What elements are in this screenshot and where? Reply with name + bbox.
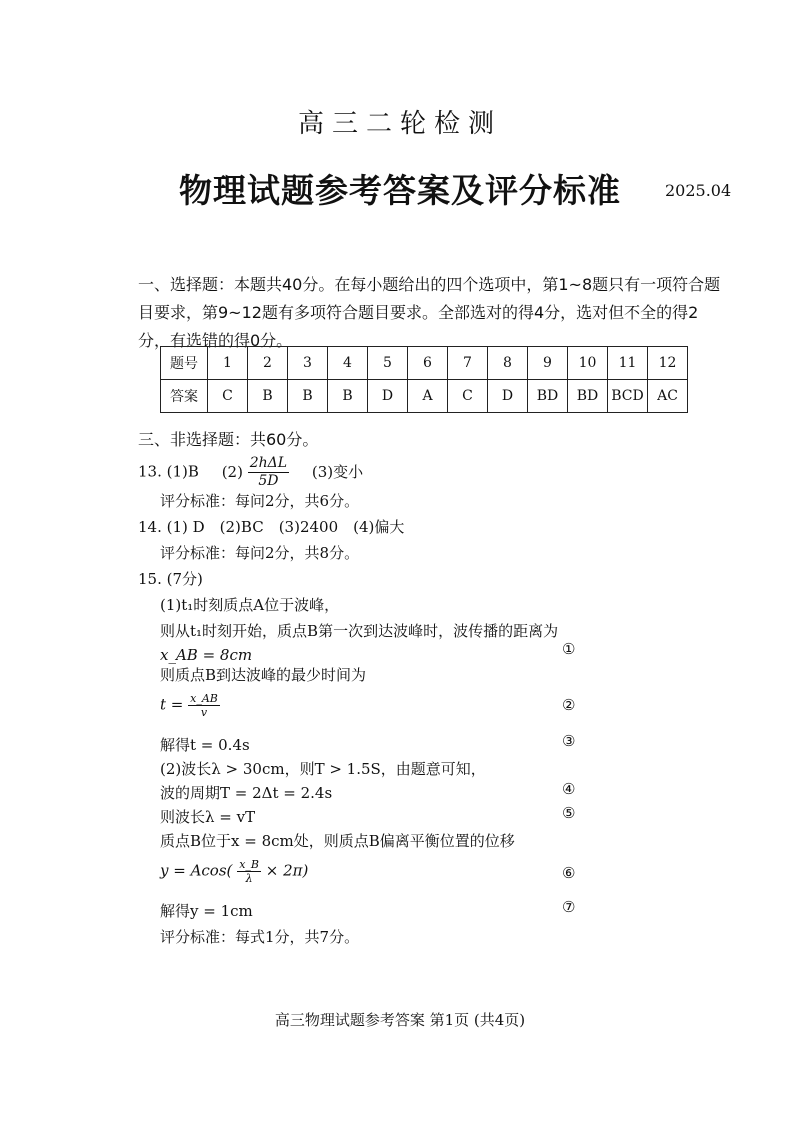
q15-eq2-lhs: t =	[160, 695, 184, 714]
answer-cell: C	[208, 380, 248, 413]
q15-equation	[160, 858, 308, 885]
q15-heading: 15. (7分)	[138, 570, 203, 588]
question-number: 3	[288, 347, 328, 380]
q15-eq2-denominator: v	[200, 706, 208, 719]
q15-eq2-fraction	[188, 692, 220, 719]
page-footer: 高三物理试题参考答案 第1页 (共4页)	[274, 1011, 526, 1029]
answer-cell: BD	[568, 380, 608, 413]
q13-part2-label: (2)	[221, 462, 243, 481]
question-number: 12	[648, 347, 688, 380]
q15-equation: 则波长λ = vT	[160, 808, 256, 826]
question-number: 6	[408, 347, 448, 380]
answer-table-answer-row	[161, 380, 688, 413]
answer-cell: BCD	[608, 380, 648, 413]
q15-equation	[160, 692, 220, 719]
q15-line: 则质点B到达波峰的最少时间为	[160, 666, 367, 684]
question-number: 4	[328, 347, 368, 380]
answer-table-row-label: 答案	[161, 380, 208, 413]
equation-mark: ⑦	[562, 898, 576, 916]
answer-cell: BD	[528, 380, 568, 413]
q13-fraction	[248, 455, 289, 490]
question-number: 1	[208, 347, 248, 380]
equation-mark: ①	[562, 640, 576, 658]
question-number: 2	[248, 347, 288, 380]
q15-equation: 波的周期T = 2Δt = 2.4s	[160, 784, 333, 802]
answer-table-row-label: 题号	[161, 347, 208, 380]
q13-part1: 13. (1)B	[138, 462, 199, 481]
q15-eq6-denominator: λ	[245, 872, 253, 885]
q15-line: (2)波长λ > 30cm，则T > 1.5S，由题意可知，	[160, 760, 486, 778]
q15-eq6-fraction	[237, 858, 261, 885]
q15-eq6-suffix: × 2π)	[265, 861, 309, 880]
answer-cell: B	[328, 380, 368, 413]
answer-table	[160, 346, 688, 413]
q15-equation: 解得y = 1cm	[160, 902, 253, 920]
answer-cell: C	[448, 380, 488, 413]
question-number: 11	[608, 347, 648, 380]
question-number: 9	[528, 347, 568, 380]
question-number: 5	[368, 347, 408, 380]
q15-equation: 解得t = 0.4s	[160, 736, 250, 754]
q14-answers: 14. (1) D (2)BC (3)2400 (4)偏大	[138, 518, 405, 536]
equation-mark: ⑥	[562, 864, 576, 882]
exam-subtitle: 高三二轮检测	[297, 109, 502, 139]
q13-fraction-numerator: 2hΔL	[249, 455, 288, 471]
equation-mark: ④	[562, 780, 576, 798]
answer-cell: B	[248, 380, 288, 413]
q15-eq6-prefix: y = Acos(	[160, 861, 233, 880]
q13-part3: (3)变小	[311, 462, 364, 481]
q13-answers	[138, 455, 363, 490]
page-title: 物理试题参考答案及评分标准	[179, 171, 621, 210]
q15-line: (1)t₁时刻质点A位于波峰，	[160, 596, 340, 614]
exam-date: 2025.04	[665, 181, 732, 200]
q15-eq6-numerator: x_B	[239, 858, 259, 871]
answer-cell: B	[288, 380, 328, 413]
q15-line: 质点B位于x = 8cm处，则质点B偏离平衡位置的位移	[160, 832, 515, 850]
question-number: 7	[448, 347, 488, 380]
question-number: 10	[568, 347, 608, 380]
q15-eq2-numerator: x_AB	[190, 692, 218, 705]
section3-heading: 三、非选择题：共60分。	[138, 430, 319, 449]
q13-fraction-denominator: 5D	[258, 473, 279, 489]
answer-cell: D	[368, 380, 408, 413]
equation-mark: ⑤	[562, 804, 576, 822]
equation-mark: ③	[562, 732, 576, 750]
question-number: 8	[488, 347, 528, 380]
answer-cell: D	[488, 380, 528, 413]
answer-table-number-row	[161, 347, 688, 380]
q14-grading: 评分标准：每问2分，共8分。	[160, 544, 360, 562]
q15-line: 则从t₁时刻开始，质点B第一次到达波峰时，波传播的距离为	[160, 622, 559, 640]
q13-grading: 评分标准：每问2分，共6分。	[160, 492, 360, 510]
answer-cell: AC	[648, 380, 688, 413]
section1-instructions: 一、选择题：本题共40分。在每小题给出的四个选项中，第1~8题只有一项符合题目要求，第9~12题有多项符合题目要求。全部选对的得4分，选对但不全的得2分，有选错的得0分。	[138, 275, 721, 350]
q15-equation: x_AB = 8cm	[160, 646, 253, 664]
q15-grading: 评分标准：每式1分，共7分。	[160, 928, 360, 946]
equation-mark: ②	[562, 696, 576, 714]
answer-cell: A	[408, 380, 448, 413]
